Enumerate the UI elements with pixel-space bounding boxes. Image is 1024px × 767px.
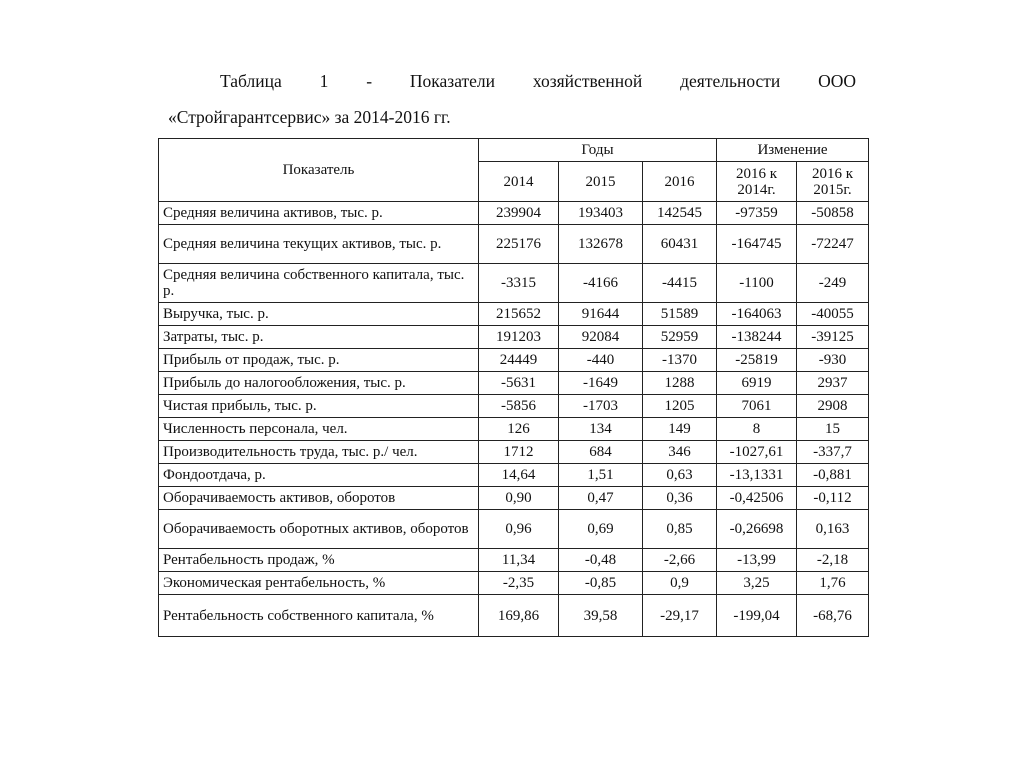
row-value: 169,86 [479, 595, 559, 637]
row-value: -4415 [643, 264, 717, 303]
row-value: -2,35 [479, 572, 559, 595]
row-label: Выручка, тыс. р. [159, 303, 479, 326]
row-label: Фондоотдача, р. [159, 464, 479, 487]
row-value: 126 [479, 418, 559, 441]
header-change-2016-vs-2014: 2016 к 2014г. [717, 162, 797, 202]
indicators-table [158, 138, 869, 637]
row-label: Затраты, тыс. р. [159, 326, 479, 349]
caption-word: - [366, 71, 373, 91]
row-value: 0,90 [479, 487, 559, 510]
row-value: 1,51 [559, 464, 643, 487]
row-value: 24449 [479, 349, 559, 372]
row-value: -0,85 [559, 572, 643, 595]
caption-word: хозяйственной [532, 71, 643, 91]
row-label: Оборачиваемость оборотных активов, оборотов [159, 510, 479, 549]
row-value: -1027,61 [717, 441, 797, 464]
row-value: -25819 [717, 349, 797, 372]
table-row [159, 202, 869, 225]
row-value: -337,7 [797, 441, 869, 464]
caption-word: 1 [319, 71, 329, 91]
row-value: 2908 [797, 395, 869, 418]
row-value: 215652 [479, 303, 559, 326]
row-value: 51589 [643, 303, 717, 326]
row-value: -39125 [797, 326, 869, 349]
row-value: 132678 [559, 225, 643, 264]
table-row [159, 264, 869, 303]
row-value: 134 [559, 418, 643, 441]
header-change-group: Изменение [717, 139, 869, 162]
row-value: -50858 [797, 202, 869, 225]
row-value: -164745 [717, 225, 797, 264]
header-years-group: Годы [479, 139, 717, 162]
row-value: 11,34 [479, 549, 559, 572]
row-value: 39,58 [559, 595, 643, 637]
row-value: 3,25 [717, 572, 797, 595]
row-value: 1288 [643, 372, 717, 395]
header-year-2014: 2014 [479, 162, 559, 202]
row-value: -3315 [479, 264, 559, 303]
row-value: 60431 [643, 225, 717, 264]
caption-word: деятельности [680, 71, 781, 91]
row-value: -199,04 [717, 595, 797, 637]
table-row [159, 395, 869, 418]
row-label: Прибыль от продаж, тыс. р. [159, 349, 479, 372]
row-value: 0,47 [559, 487, 643, 510]
row-value: 52959 [643, 326, 717, 349]
table-row [159, 225, 869, 264]
row-value: 6919 [717, 372, 797, 395]
row-label: Рентабельность продаж, % [159, 549, 479, 572]
row-value: -0,48 [559, 549, 643, 572]
caption-word: Таблица [220, 71, 282, 91]
table-row [159, 572, 869, 595]
row-label: Прибыль до налогообложения, тыс. р. [159, 372, 479, 395]
row-value: -1370 [643, 349, 717, 372]
row-value: 0,63 [643, 464, 717, 487]
row-value: -29,17 [643, 595, 717, 637]
row-value: -138244 [717, 326, 797, 349]
table-row [159, 441, 869, 464]
row-value: 0,163 [797, 510, 869, 549]
row-value: 0,36 [643, 487, 717, 510]
row-label: Средняя величина собственного капитала, тыс. р. [159, 264, 479, 303]
row-value: 1,76 [797, 572, 869, 595]
row-value: -5856 [479, 395, 559, 418]
table-row [159, 464, 869, 487]
row-value: 684 [559, 441, 643, 464]
table-row [159, 372, 869, 395]
row-label: Производительность труда, тыс. р./ чел. [159, 441, 479, 464]
header-change-2016-vs-2015: 2016 к 2015г. [797, 162, 869, 202]
row-value: 191203 [479, 326, 559, 349]
table-row [159, 418, 869, 441]
table-row [159, 487, 869, 510]
row-value: -2,18 [797, 549, 869, 572]
row-value: 14,64 [479, 464, 559, 487]
row-value: -68,76 [797, 595, 869, 637]
header-year-2016: 2016 [643, 162, 717, 202]
table-row [159, 326, 869, 349]
header-indicator: Показатель [159, 139, 479, 202]
row-value: -930 [797, 349, 869, 372]
table-caption [168, 68, 856, 130]
row-value: 0,9 [643, 572, 717, 595]
table-row [159, 549, 869, 572]
caption-word: Показатели [409, 71, 496, 91]
row-value: -1649 [559, 372, 643, 395]
row-value: 193403 [559, 202, 643, 225]
row-label: Оборачиваемость активов, оборотов [159, 487, 479, 510]
row-value: 8 [717, 418, 797, 441]
row-label: Численность персонала, чел. [159, 418, 479, 441]
header-row-1 [159, 139, 869, 162]
row-value: -5631 [479, 372, 559, 395]
row-value: 0,85 [643, 510, 717, 549]
row-label: Средняя величина активов, тыс. р. [159, 202, 479, 225]
caption-line-1 [168, 68, 856, 94]
row-value: -0,112 [797, 487, 869, 510]
row-value: 0,69 [559, 510, 643, 549]
row-value: -97359 [717, 202, 797, 225]
row-value: 239904 [479, 202, 559, 225]
row-value: 1712 [479, 441, 559, 464]
row-value: -440 [559, 349, 643, 372]
row-value: -0,26698 [717, 510, 797, 549]
table-row [159, 349, 869, 372]
row-value: 1205 [643, 395, 717, 418]
header-year-2015: 2015 [559, 162, 643, 202]
caption-word: ООО [818, 71, 857, 91]
row-value: 7061 [717, 395, 797, 418]
caption-line-2: «Стройгарантсервис» за 2014-2016 гг. [168, 107, 451, 127]
row-value: -13,1331 [717, 464, 797, 487]
row-label: Рентабельность собственного капитала, % [159, 595, 479, 637]
row-value: -0,42506 [717, 487, 797, 510]
row-value: 91644 [559, 303, 643, 326]
row-value: 92084 [559, 326, 643, 349]
row-label: Средняя величина текущих активов, тыс. р. [159, 225, 479, 264]
row-value: 346 [643, 441, 717, 464]
row-value: -1100 [717, 264, 797, 303]
row-value: -40055 [797, 303, 869, 326]
row-label: Чистая прибыль, тыс. р. [159, 395, 479, 418]
row-value: 0,96 [479, 510, 559, 549]
row-value: -164063 [717, 303, 797, 326]
table-row [159, 595, 869, 637]
row-value: -13,99 [717, 549, 797, 572]
table-row [159, 303, 869, 326]
row-value: -4166 [559, 264, 643, 303]
row-value: 225176 [479, 225, 559, 264]
row-value: 15 [797, 418, 869, 441]
row-value: -249 [797, 264, 869, 303]
row-value: -72247 [797, 225, 869, 264]
row-value: 2937 [797, 372, 869, 395]
row-value: -2,66 [643, 549, 717, 572]
row-value: -0,881 [797, 464, 869, 487]
row-value: -1703 [559, 395, 643, 418]
row-value: 142545 [643, 202, 717, 225]
row-label: Экономическая рентабельность, % [159, 572, 479, 595]
row-value: 149 [643, 418, 717, 441]
table-row [159, 510, 869, 549]
